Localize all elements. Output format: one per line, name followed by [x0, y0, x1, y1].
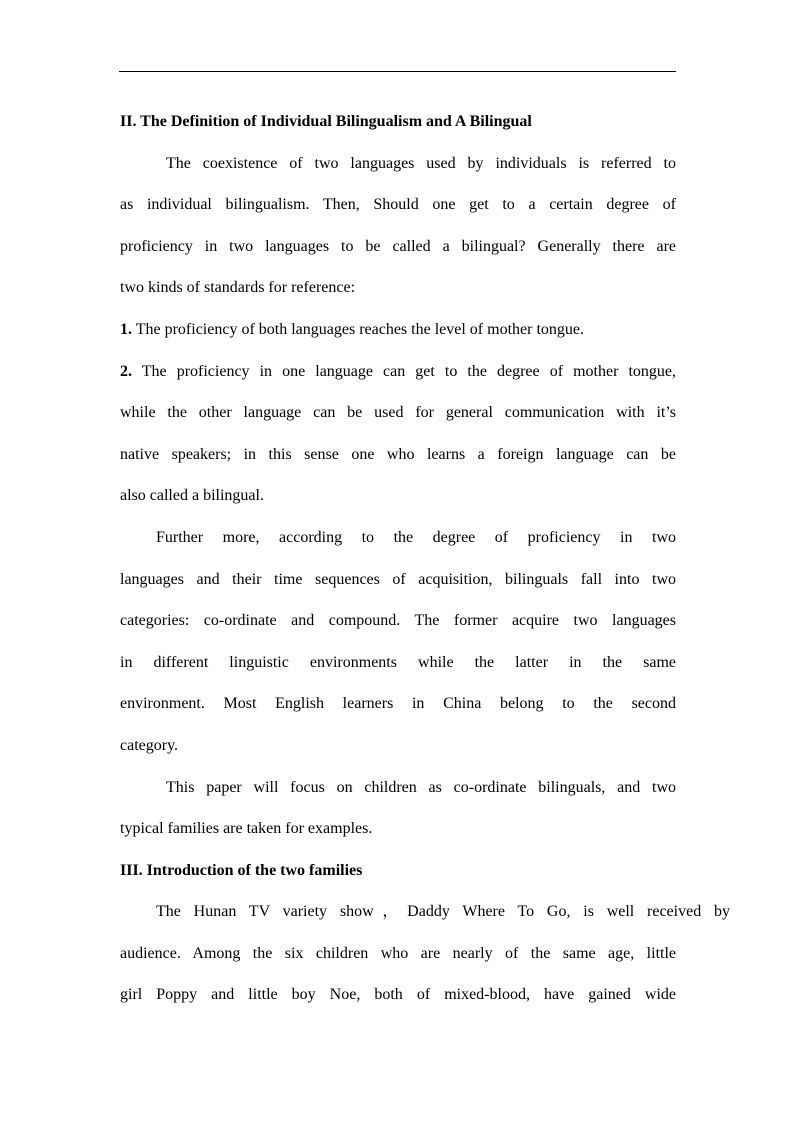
header-rule — [119, 71, 676, 72]
section-heading: III. Introduction of the two families — [120, 861, 363, 879]
paragraph-line: audience. Among the six children who are nearly of the same age, little — [120, 944, 676, 962]
paragraph-line: as individual bilingualism. Then, Should one get to a certain degree of — [120, 196, 676, 214]
paragraph-line: in different linguistic environments while the latter in the same — [120, 653, 676, 671]
paragraph-line: Further more, according to the degree of proficiency in two — [156, 528, 676, 546]
list-item-text: The proficiency of both languages reaches the level of mother tongue. — [132, 320, 584, 338]
paragraph-line: native speakers; in this sense one who learns a foreign language can be — [120, 445, 676, 463]
paragraph-line: The Hunan TV variety show，Daddy Where To Go, is well received by — [156, 903, 730, 921]
paragraph-line: The coexistence of two languages used by individuals is referred to — [166, 154, 676, 172]
paragraph-line: category. — [120, 736, 179, 754]
paragraph-line: also called a bilingual. — [120, 487, 264, 505]
section-heading: II. The Definition of Individual Bilingualism and A Bilingual — [120, 113, 532, 130]
list-item — [120, 309, 676, 351]
list-item-number: 2. — [120, 362, 132, 380]
paragraph-line: environment. Most English learners in China belong to the second — [120, 695, 676, 713]
paragraph-line: proficiency in two languages to be called a bilingual? Generally there are — [120, 237, 676, 255]
paragraph-line: This paper will focus on children as co-ordinate bilinguals, and two — [166, 778, 676, 796]
paragraph-line: categories: co-ordinate and compound. The former acquire two languages — [120, 612, 676, 630]
list-item — [120, 351, 676, 393]
paragraph-line: while the other language can be used for general communication with it’s — [120, 404, 676, 422]
list-item-text: The proficiency in one language can get to the degree of mother tongue, — [132, 362, 676, 380]
paragraph-line: typical families are taken for examples. — [120, 820, 373, 838]
paragraph-line: girl Poppy and little boy Noe, both of mixed-blood, have gained wide — [120, 986, 676, 1004]
document-body — [120, 101, 730, 1016]
paragraph-line: two kinds of standards for reference: — [120, 279, 356, 297]
list-item-number: 1. — [120, 320, 132, 338]
paragraph-line: languages and their time sequences of acquisition, bilinguals fall into two — [120, 570, 676, 588]
